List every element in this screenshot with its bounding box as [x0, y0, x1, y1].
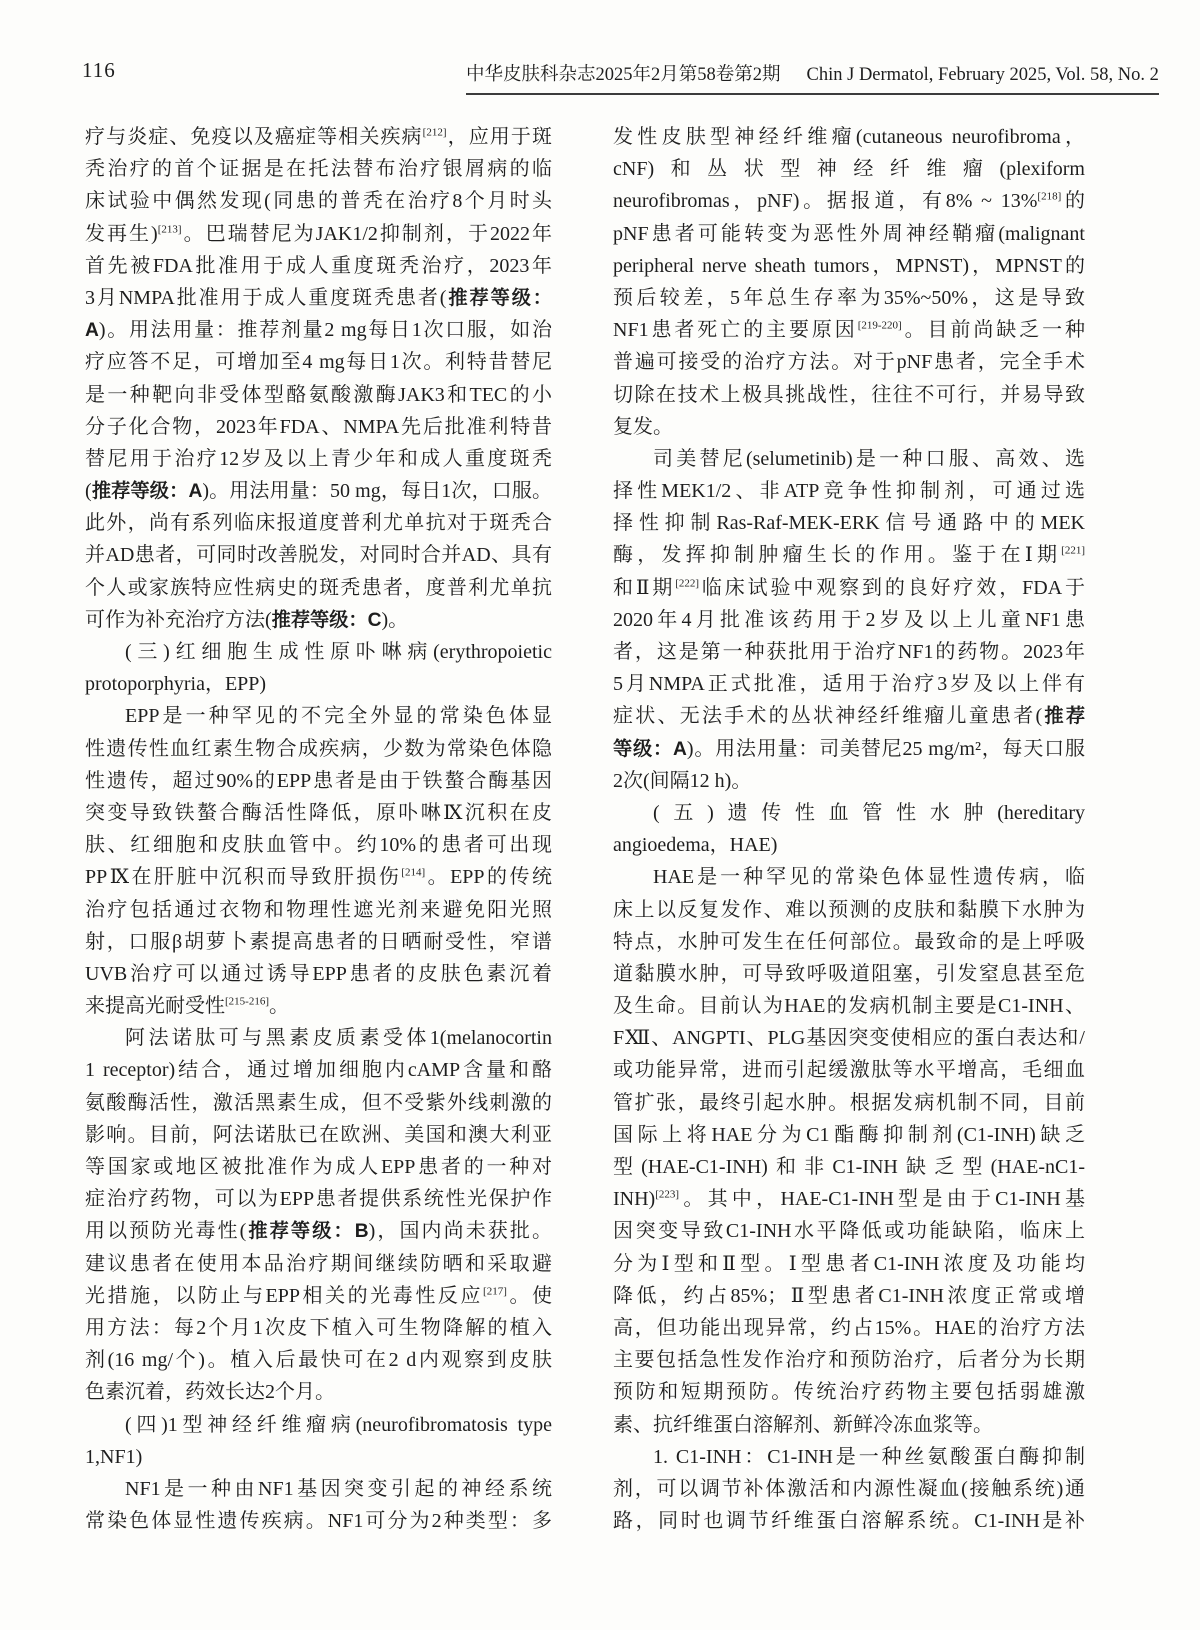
text-line: 阿法诺肽可与黑素皮质素受体1(melanocortin	[125, 1027, 552, 1050]
text-line: 1. C1-INH：C1-INH是一种丝氨酸蛋白酶抑制	[653, 1445, 1085, 1468]
text-line: 氨酸酶活性，激活黑素生成，但不受紫外线刺激的	[85, 1091, 552, 1114]
text-line: 管扩张，最终引起水肿。根据发病机制不同，目前	[613, 1091, 1085, 1114]
text-line: neurofibromas，pNF)。据报道，有8% ~ 13%[218]的	[613, 190, 1085, 213]
text-line: 秃治疗的首个证据是在托法替布治疗银屑病的临	[85, 158, 552, 181]
text-line: 等级：A)。用法用量：司美替尼25 mg/m²，每天口服	[613, 737, 1085, 760]
text-line: 司美替尼(selumetinib)是一种口服、高效、选	[653, 447, 1085, 470]
text-line: 替尼用于治疗12岁及以上青少年和成人重度斑秃	[85, 447, 552, 470]
text-line: 复发。	[613, 415, 673, 438]
text-line: 性遗传性血红素生物合成疾病，少数为常染色体隐	[85, 737, 552, 760]
text-line: 路，同时也调节纤维蛋白溶解系统。C1-INH是补	[613, 1510, 1085, 1533]
text-line: UVB治疗可以通过诱导EPP患者的皮肤色素沉着	[85, 962, 552, 985]
text-line: 剂，可以调节补体激活和内源性凝血(接触系统)通	[613, 1477, 1085, 1500]
text-line: 射，口服β胡萝卜素提高患者的日晒耐受性，窄谱	[85, 930, 552, 953]
text-line: 主要包括急性发作治疗和预防治疗，后者分为长期	[613, 1349, 1085, 1372]
text-line: 床试验中偶然发现(同患的普秃在治疗8个月时头	[85, 190, 552, 213]
text-line: pNF患者可能转变为恶性外周神经鞘瘤(malignant	[613, 222, 1085, 245]
text-line: 或功能异常，进而引起缓激肽等水平增高，毛细血	[613, 1059, 1085, 1082]
journal-title-cn: 中华皮肤科杂志2025年2月第58卷第2期	[466, 65, 781, 85]
text-line: NF1是一种由NF1基因突变引起的神经系统	[125, 1477, 552, 1500]
text-line: 切除在技术上极具挑战性，往往不可行，并易导致	[613, 383, 1085, 406]
text-line: 酶，发挥抑制肿瘤生长的作用。鉴于在Ⅰ期[221]	[613, 544, 1085, 567]
text-line: 建议患者在使用本品治疗期间继续防晒和采取避	[85, 1252, 552, 1275]
text-line: (五)遗传性血管性水肿(hereditary	[653, 801, 1085, 824]
text-line: 影响。目前，阿法诺肽已在欧洲、美国和澳大利亚	[85, 1123, 552, 1146]
text-line: PPⅨ在肝脏中沉积而导致肝损伤[214]。EPP的传统	[85, 866, 552, 889]
text-line: 3月NMPA批准用于成人重度斑秃患者(推荐等级：	[85, 286, 552, 309]
text-line: 特点，水肿可发生在任何部位。最致命的是上呼吸	[613, 930, 1085, 953]
text-line: (推荐等级：A)。用法用量：50 mg，每日1次，口服。	[85, 480, 552, 503]
text-line: 因突变导致C1-INH水平降低或功能缺陷，临床上	[613, 1220, 1085, 1243]
text-line: 高，但功能出现异常，约占15%。HAE的治疗方法	[613, 1316, 1085, 1339]
article-body	[85, 121, 1085, 1537]
journal-reference	[466, 60, 1159, 95]
text-line: 肤、红细胞和皮肤血管中。约10%的患者可出现	[85, 834, 552, 857]
text-line: 预防和短期预防。传统治疗药物主要包括弱雄激	[613, 1381, 1085, 1404]
text-line: 择性抑制Ras-Raf-MEK-ERK信号通路中的MEK	[613, 512, 1085, 535]
right-column	[613, 121, 1085, 1537]
text-line: 性遗传，超过90%的EPP患者是由于铁螯合酶基因	[85, 769, 552, 792]
left-column	[85, 121, 552, 1537]
text-line: FⅫ、ANGPTI、PLG基因突变使相应的蛋白表达和/	[613, 1027, 1085, 1050]
text-line: 症治疗药物，可以为EPP患者提供系统性光保护作	[85, 1188, 552, 1211]
text-line: (四)1型神经纤维瘤病(neurofibromatosis type	[125, 1413, 552, 1436]
text-line: 1 receptor)结合，通过增加细胞内cAMP含量和酪	[85, 1059, 552, 1082]
text-line: 发性皮肤型神经纤维瘤(cutaneous neurofibroma，	[613, 126, 1085, 148]
text-line: 及生命。目前认为HAE的发病机制主要是C1-INH、	[613, 995, 1085, 1018]
text-line: 突变导致铁螯合酶活性降低，原卟啉Ⅸ沉积在皮	[85, 801, 552, 824]
text-line: 择性MEK1/2、非ATP竞争性抑制剂，可通过选	[613, 480, 1085, 503]
text-line: 治疗包括通过衣物和物理性遮光剂来避免阳光照	[85, 898, 552, 921]
text-line: 床上以反复发作、难以预测的皮肤和黏膜下水肿为	[613, 898, 1085, 921]
text-line: 可作为补充治疗方法(推荐等级：C)。	[85, 608, 409, 631]
text-line: 2020年4月批准该药用于2岁及以上儿童NF1患	[613, 608, 1085, 631]
text-line: 是一种靶向非受体型酪氨酸激酶JAK3和TEC的小	[85, 383, 552, 406]
text-line: 此外，尚有系列临床报道度普利尤单抗对于斑秃合	[85, 512, 552, 535]
text-line: 国际上将HAE分为C1酯酶抑制剂(C1-INH)缺乏	[613, 1123, 1085, 1146]
text-line: 并AD患者，可同时改善脱发，对同时合并AD、具有	[85, 544, 552, 567]
text-line: 型(HAE-C1-INH)和非C1-INH缺乏型(HAE-nC1-	[613, 1156, 1085, 1178]
text-line: peripheral nerve sheath tumors，MPNST)，MPNST的	[613, 254, 1085, 277]
text-line: 2次(间隔12 h)。	[613, 769, 752, 792]
text-line: 发再生)[213]。巴瑞替尼为JAK1/2抑制剂，于2022年	[85, 222, 552, 245]
text-line: 者，这是第一种获批用于治疗NF1的药物。2023年	[613, 641, 1085, 663]
text-line: 疗应答不足，可增加至4 mg每日1次。利特昔替尼	[85, 351, 552, 374]
text-line: 用方法：每2个月1次皮下植入可生物降解的植入	[85, 1316, 552, 1339]
text-line: 道黏膜水肿，可导致呼吸道阻塞，引发窒息甚至危	[613, 962, 1085, 985]
text-line: HAE是一种罕见的常染色体显性遗传病，临	[653, 866, 1085, 889]
text-line: 个人或家族特应性病史的斑秃患者，度普利尤单抗	[85, 576, 552, 599]
text-line: 光措施，以防止与EPP相关的光毒性反应[217]。使	[85, 1284, 552, 1307]
text-line: 剂(16 mg/个)。植入后最快可在2 d内观察到皮肤	[85, 1349, 552, 1372]
text-line: 1,NF1)	[85, 1445, 143, 1468]
text-line: 常染色体显性遗传疾病。NF1可分为2种类型：多	[85, 1510, 552, 1533]
text-line: 降低，约占85%；Ⅱ型患者C1-INH浓度正常或增	[613, 1284, 1085, 1307]
text-line: 素、抗纤维蛋白溶解剂、新鲜冷冻血浆等。	[613, 1413, 993, 1436]
text-line: angioedema，HAE)	[613, 834, 778, 857]
text-line: 分子化合物，2023年FDA、NMPA先后批准利特昔	[85, 415, 552, 438]
text-line: 疗与炎症、免疫以及癌症等相关疾病[212]，应用于斑	[85, 126, 552, 148]
text-line: 和Ⅱ期[222]临床试验中观察到的良好疗效，FDA于	[613, 576, 1085, 599]
text-line: A)。用法用量：推荐剂量2 mg每日1次口服，如治	[85, 319, 552, 342]
text-line: 来提高光耐受性[215-216]。	[85, 995, 289, 1018]
text-line: 预后较差，5年总生存率为35%~50%，这是导致	[613, 286, 1085, 309]
text-line: EPP是一种罕见的不完全外显的常染色体显	[125, 705, 552, 728]
text-line: 分为Ⅰ型和Ⅱ型。Ⅰ型患者C1-INH浓度及功能均	[613, 1252, 1085, 1275]
text-line: 普遍可接受的治疗方法。对于pNF患者，完全手术	[613, 351, 1085, 374]
text-line: cNF)和丛状型神经纤维瘤(plexiform	[613, 158, 1085, 181]
page-number: 116	[82, 58, 116, 82]
text-line: 5月NMPA正式批准，适用于治疗3岁及以上伴有	[613, 673, 1085, 696]
journal-title-en: Chin J Dermatol, February 2025, Vol. 58, No. 2	[806, 65, 1159, 85]
text-line: (三)红细胞生成性原卟啉病(erythropoietic	[125, 641, 552, 663]
text-line: 色素沉着，药效长达2个月。	[85, 1381, 335, 1404]
text-line: 等国家或地区被批准作为成人EPP患者的一种对	[85, 1156, 552, 1178]
text-line: 首先被FDA批准用于成人重度斑秃治疗，2023年	[85, 254, 552, 277]
text-line: 症状、无法手术的丛状神经纤维瘤儿童患者(推荐	[613, 705, 1085, 728]
text-line: 用以预防光毒性(推荐等级：B)，国内尚未获批。	[85, 1220, 552, 1243]
text-line: protoporphyria，EPP)	[85, 673, 267, 696]
text-line: NF1患者死亡的主要原因[219-220]。目前尚缺乏一种	[613, 319, 1085, 342]
text-line: INH)[223]。其中，HAE-C1-INH型是由于C1-INH基	[613, 1188, 1085, 1211]
